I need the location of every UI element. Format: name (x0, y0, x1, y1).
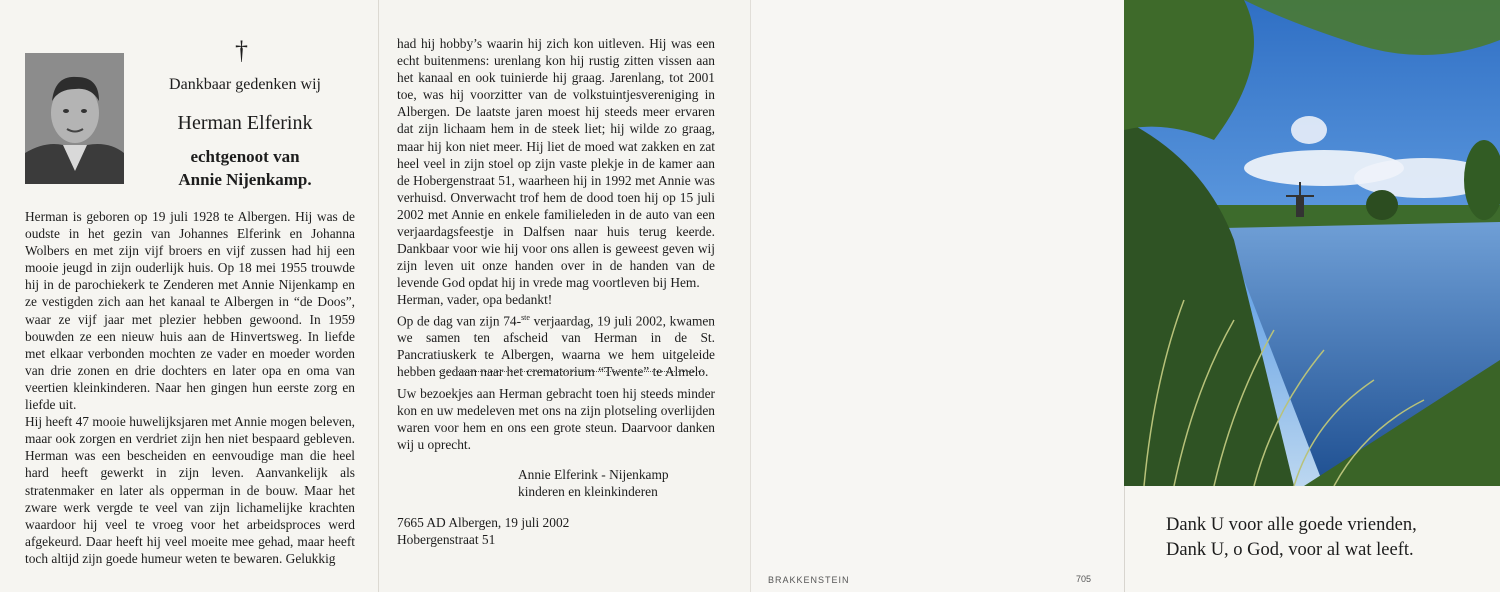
verse-line-1: Dank U voor alle goede vrienden, (1166, 515, 1417, 535)
portrait-photo (25, 53, 124, 184)
biography-text (25, 208, 355, 567)
cross-symbol: † (235, 36, 248, 65)
card-code: 705 (1076, 574, 1092, 584)
intro-line: Dankbaar gedenken wij (169, 76, 321, 93)
dotted-divider (439, 371, 703, 372)
biography-continued (397, 35, 715, 380)
funeral-paragraph: Op de dag van zijn 74-$^{ste}$ verjaardag, 19 juli 2002, kwamen we samen ten afscheid van Herman in de St. Pancratiuskerk te Albergen, waarna we hem uitgeleide hebben gedaan naar het crematorium “Twente” te Almelo. (397, 312, 715, 380)
signature-line-1: Annie Elferink - Nijenkamp (518, 467, 669, 482)
address-line-2: Hobergenstraat 51 (397, 532, 496, 547)
verse-line-2: Dank U, o God, voor al wat leeft. (1166, 540, 1414, 560)
deceased-name: Herman Elferink (177, 112, 313, 134)
farewell-line: Herman, vader, opa bedankt! (397, 292, 553, 308)
biography-paragraph-2: Hij heeft 47 mooie huwelijksjaren met Annie mogen beleven, maar ook zorgen en verdriet zijn hen niet bespaard gebleven. Herman was een bescheiden en eenvoudige man die heel hard heeft gewerkt in zijn leven. Aanvankelijk als stratenmaker en later als opperman in de bouw. Maar het zware werk vergde te veel van zijn lichamelijke krachten waardoor hij veel te vroeg voor het arbeidsproces werd afgekeurd. Daar heeft hij veel moeite mee gehad, maar heeft toch altijd zijn goede humeur weten te bewaren. Gelukkig (25, 414, 355, 566)
signature-line-2: kinderen en kleinkinderen (518, 484, 658, 499)
relation-line-1: echtgenoot van (190, 147, 300, 166)
back-cover (750, 0, 1124, 592)
landscape-photo (1124, 0, 1500, 486)
publisher-name: BRAKKENSTEIN (768, 575, 850, 585)
biography-paragraph-3: had hij hobby’s waarin hij zich kon uitleven. Hij was een echt buitenmens: urenlang kon hij rustig zitten vissen aan het kanaal en ook tuinierde hij graag. Jarenlang, tot 2001 toe, was hij voorzitter van de volkstuintjesvereniging in Albergen. De laatste jaren moest hij steeds meer ervaren dat zijn lichaam hem in de steek liet; hij wilde zo graag, maar hij kon niet meer. Hij liet de moed wat zakken en zat heel veel in zijn stoel op zijn vaste plekje in de kamer aan de Hobergenstraat 51, waarheen hij in 1992 met Annie was verhuisd. Onverwacht trof hem de dood toen hij op 15 juli 2002 met Annie en enkele familieleden in de auto van een verjaardagsfeestje in Dalfsen naar huis terug keerde. Dankbaar voor wie hij voor ons allen is geweest geven wij zijn leven uit onze handen over in de handen van de levende God opdat hij in vrede mag voortleven bij Hem. (397, 36, 715, 291)
relation-line-2: Annie Nijenkamp. (178, 170, 312, 189)
address-line-1: 7665 AD Albergen, 19 juli 2002 (397, 515, 570, 530)
thanks-paragraph: Uw bezoekjes aan Herman gebracht toen hij steeds minder kon en uw medeleven met ons na zijn plotseling overlijden waren voor hem en ons een grote steun. Daarvoor danken wij u oprecht. (397, 386, 715, 453)
biography-paragraph-1: Herman is geboren op 19 juli 1928 te Albergen. Hij was de oudste in het gezin van Johannes Elferink en Johanna Wolbers en met zijn vijf broers en vijf zussen had hij een mooie jeugd in zijn ouderlijk huis. Op 18 mei 1955 trouwde hij in de parochiekerk te Zenderen met Annie Nijenkamp en ze vestigden zich aan het kanaal te Albergen in “de Doos”, waar ze vijf jaar met plezier hebben gewoond. In 1959 bouwden ze een nieuw huis aan de Hinvertsweg. In liefde met elkaar verbonden mochten ze vader en moeder worden van drie zonen en drie dochters en later opa en oma van veertien kleinkinderen. Naar hen gingen hun eerste zorg en liefde uit. (25, 209, 355, 413)
